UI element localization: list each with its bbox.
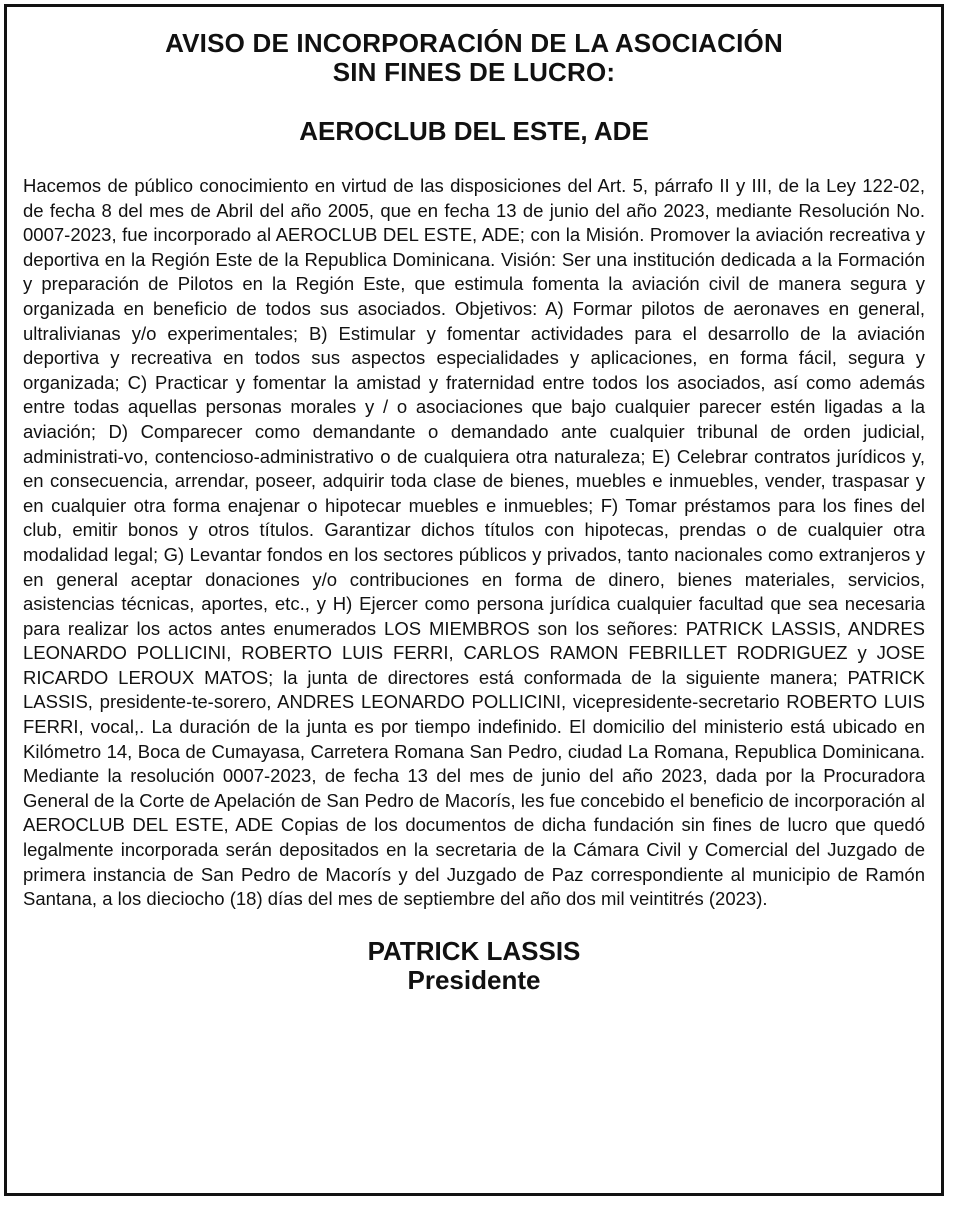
organization-name: AEROCLUB DEL ESTE, ADE <box>299 116 649 146</box>
notice-title-line-2: SIN FINES DE LUCRO: <box>332 57 616 87</box>
notice-title-line-1: AVISO DE INCORPORACIÓN DE LA ASOCIACIÓN <box>165 28 783 58</box>
notice-title <box>23 29 925 87</box>
signatory-name: PATRICK LASSIS <box>367 935 581 966</box>
notice-body: Hacemos de público conocimiento en virtud de las disposiciones del Art. 5, párrafo II y III, de la Ley 122-02, de fecha 8 del mes de Abril del año 2005, que en fecha 13 de junio del año 2023, mediante Resolución No. 0007-2023, fue incorporado al AEROCLUB DEL ESTE, ADE; con la Misión. Promover la aviación recreativa y deportiva en la Región Este de la Republica Dominicana. Visión: Ser una institución dedicada a la Formación y preparación de Pilotos en la Región Este, que estimula fomenta la aviación civil de manera segura y organizada en beneficio de todos sus asociados. Objetivos: A) Formar pilotos de aeronaves en general, ultralivianas y/o experimentales; B) Estimular y fomentar actividades para el desarrollo de la aviación deportiva y recreativa en todos sus aspectos especialidades y aplicaciones, en forma fácil, segura y organizada; C) Practicar y fomentar la amistad y fraternidad entre todos los asociados, así como además entre todas aquellas personas morales y / o asociaciones que bajo cualquier parecer estén ligadas a la aviación; D) Comparecer como demandante o demandado ante cualquier tribunal de orden judicial, administrati-vo, contencioso-administrativo o de cualquiera otra naturaleza; E) Celebrar contratos jurídicos y, en consecuencia, arrendar, poseer, adquirir toda clase de bienes, muebles e inmuebles, vender, traspasar y en cualquier otra forma enajenar o hipotecar muebles e inmuebles; F) Tomar préstamos para los fines del club, emitir bonos y otros títulos. Garantizar dichos títulos con hipotecas, prendas o de cualquier otra modalidad legal; G) Levantar fondos en los sectores públicos y privados, tanto nacionales como extranjeros y en general aceptar donaciones y/o contribuciones en forma de dinero, bienes materiales, servicios, asistencias técnicas, aportes, etc., y H) Ejercer como persona jurídica cualquier facultad que sea necesaria para realizar los actos antes enumerados LOS MIEMBROS son los señores: PATRICK LASSIS, ANDRES LEONARDO POLLICINI, ROBERTO LUIS FERRI, CARLOS RAMON FEBRILLET RODRIGUEZ y JOSE RICARDO LEROUX MATOS; la junta de directores está conformada de la siguiente manera; PATRICK LASSIS, presidente-te-sorero, ANDRES LEONARDO POLLICINI, vicepresidente-secretario ROBERTO LUIS FERRI, vocal,. La duración de la junta es por tiempo indefinido. El domicilio del ministerio está ubicado en Kilómetro 14, Boca de Cumayasa, Carretera Romana San Pedro, ciudad La Romana, Republica Dominicana. Mediante la resolución 0007-2023, de fecha 13 del mes de junio del año 2023, dada por la Procuradora General de la Corte de Apelación de San Pedro de Macorís, les fue concebido el beneficio de incorporación al AEROCLUB DEL ESTE, ADE Copias de los documentos de dicha fundación sin fines de lucro que quedó legalmente incorporada serán depositados en la secretaria de la Cámara Civil y Comercial del Juzgado de primera instancia de San Pedro de Macorís y del Juzgado de Paz correspondiente al municipio de Ramón Santana, a los dieciocho (18) días del mes de septiembre del año dos mil veintitrés (2023). <box>23 175 925 910</box>
legal-notice <box>4 4 944 1196</box>
signatory-role: Presidente <box>407 964 541 995</box>
signature-block <box>23 936 925 995</box>
